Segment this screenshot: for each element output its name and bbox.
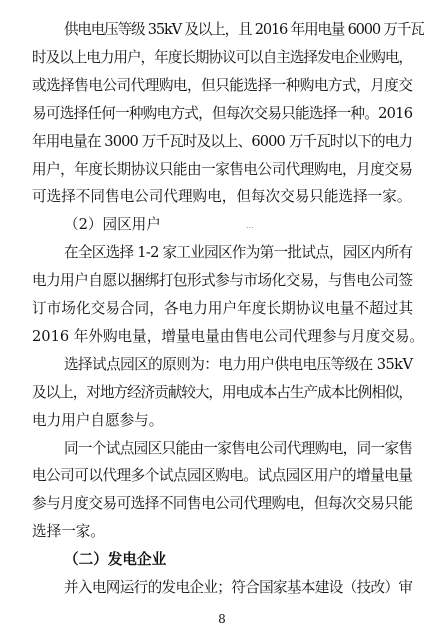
text-line xyxy=(0,380,444,406)
text-span: 时及以上电力用户，年度长期协议可以自主选择发电企业购电， xyxy=(32,48,412,66)
text-line xyxy=(0,491,444,517)
text-span: 选择试点园区的原则为：电力用户供电电压等级在 35kV xyxy=(64,355,413,373)
text-line xyxy=(0,408,444,434)
text-span: 及以上，对地方经济贡献较大，用电成本占生产成本比例相似， xyxy=(32,383,412,401)
text-line xyxy=(0,184,444,210)
text-span: 2016 年外购电量，增量电量由售电公司代理参与月度交易。 xyxy=(32,327,425,345)
text-span: 在全区选择 1-2 家工业园区作为第一批试点，园区内所有 xyxy=(64,244,413,262)
text-span: 供电电压等级 35kV 及以上，且 2016 年用电量 6000 万千瓦 xyxy=(64,21,424,38)
section-heading xyxy=(0,212,444,238)
text-span: 易可选择任何一种购电方式，但每次交易只能选择一种。2016 xyxy=(32,104,413,122)
text-span: 同一个试点园区只能由一家售电公司代理购电，同一家售 xyxy=(64,439,413,457)
text-line xyxy=(0,268,444,294)
text-span: 或选择售电公司代理购电，但只能选择一种购电方式，月度交 xyxy=(32,76,413,94)
text-span: 用户，年度长期协议只能由一家售电公司代理购电，月度交易 xyxy=(32,160,413,178)
text-span: 电公司可以代理多个试点园区购电。试点园区用户的增量电量 xyxy=(32,467,413,485)
text-line xyxy=(0,101,444,127)
text-line xyxy=(0,157,444,183)
heading-text: （二）发电企业 xyxy=(64,551,167,569)
stray-mark: ... xyxy=(246,221,254,231)
text-line xyxy=(0,296,444,322)
text-line xyxy=(0,324,444,350)
text-span: 可选择不同售电公司代理购电，但每次交易只能选择一家。 xyxy=(32,188,412,206)
text-line xyxy=(0,352,444,378)
text-line xyxy=(0,73,444,99)
text-line xyxy=(0,240,444,266)
text-span: 电力用户自愿参与。 xyxy=(32,411,164,429)
text-line xyxy=(0,463,444,489)
text-span: 选择一家。 xyxy=(32,523,105,541)
page-number: 8 xyxy=(218,612,226,626)
section-heading xyxy=(0,547,444,573)
text-line xyxy=(0,17,444,43)
text-line xyxy=(0,436,444,462)
heading-text: （2）园区用户 xyxy=(64,216,161,234)
text-span: 电力用户自愿以捆绑打包形式参与市场化交易，与售电公司签 xyxy=(32,272,413,290)
text-span: 订市场化交易合同，各电力用户年度长期协议电量不超过其 xyxy=(32,300,414,317)
text-span: 并入电网运行的发电企业；符合国家基本建设（技改）审 xyxy=(64,579,413,596)
text-line xyxy=(0,129,444,155)
text-span: 年用电量在 3000 万千瓦时及以上、6000 万千瓦时以下的电力 xyxy=(32,132,413,150)
text-line xyxy=(0,575,444,601)
text-span: 参与月度交易可选择不同售电公司代理购电，但每次交易只能 xyxy=(32,495,413,513)
text-line xyxy=(0,519,444,545)
text-line xyxy=(0,45,444,71)
